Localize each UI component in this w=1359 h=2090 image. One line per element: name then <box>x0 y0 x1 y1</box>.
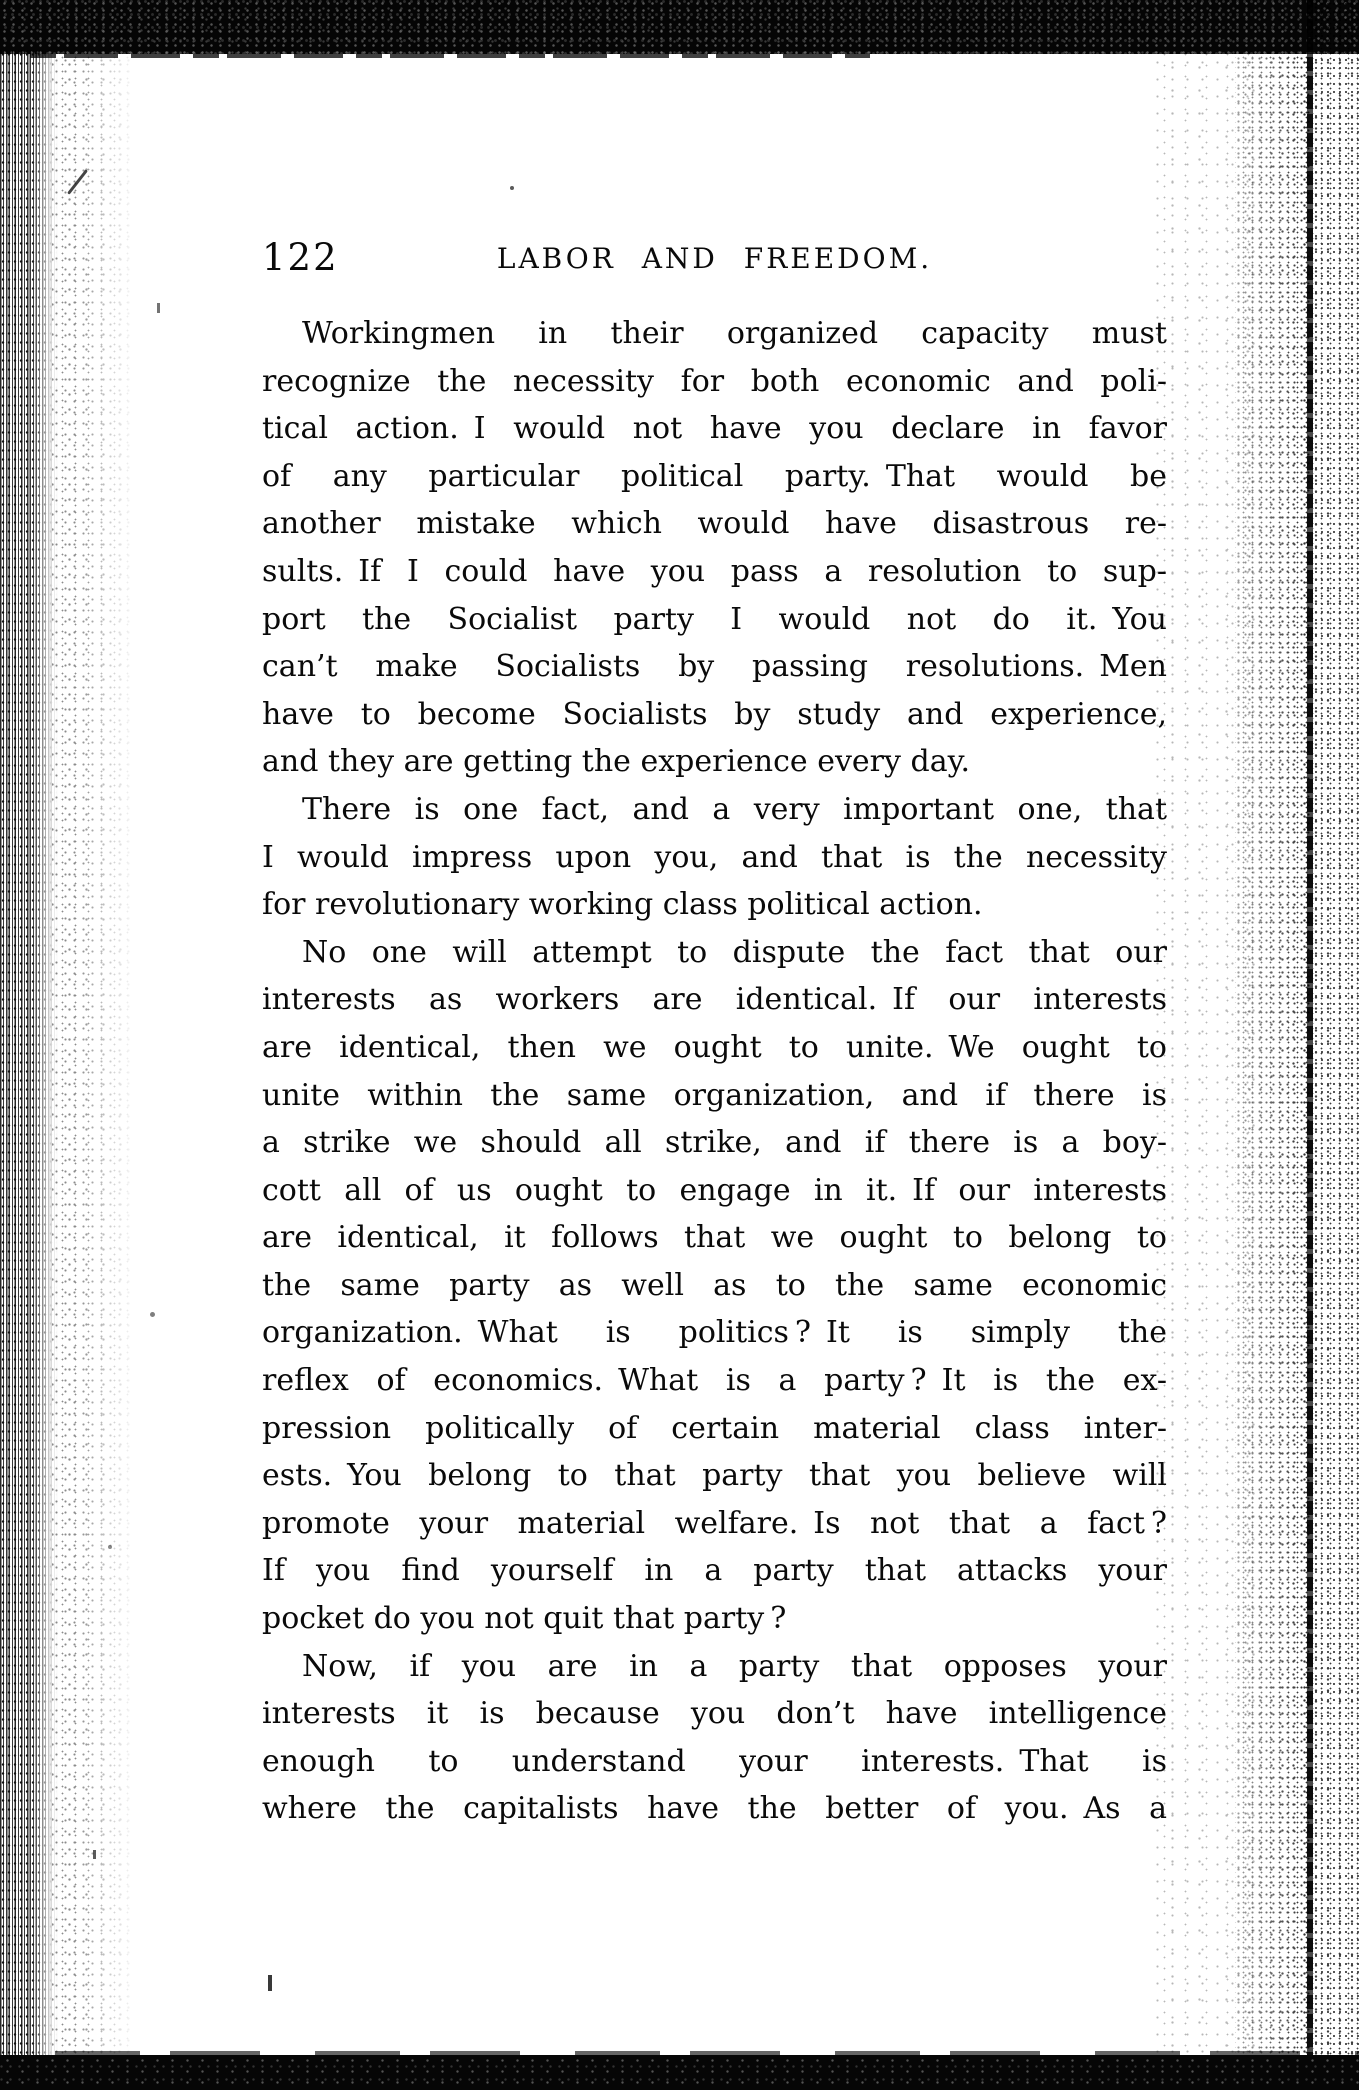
body-line: for revolutionary working class political action. <box>262 887 983 923</box>
body-line: a strike we should all strike, and if there is a boy- <box>262 1125 1167 1161</box>
scan-artifact-speck <box>157 303 160 313</box>
scan-artifact-speck <box>93 1850 96 1859</box>
body-line: where the capitalists have the better of you. As a <box>262 1791 1167 1827</box>
body-line: another mistake which would have disastrous re- <box>262 506 1167 542</box>
body-line: are identical, it follows that we ought to belong to <box>262 1220 1167 1256</box>
body-line: the same party as well as to the same economic <box>262 1267 1167 1303</box>
body-line: promote your material welfare. Is not that a fact ? <box>262 1505 1167 1541</box>
body-line: have to become Socialists by study and experience, <box>262 696 1167 732</box>
body-line: interests as workers are identical. If our interests <box>262 982 1167 1018</box>
body-line: are identical, then we ought to unite. We ought to <box>262 1029 1167 1065</box>
body-text-block <box>262 310 1167 1833</box>
body-line: tical action. I would not have you declare in favor <box>262 411 1167 447</box>
body-line: pocket do you not quit that party ? <box>262 1601 787 1637</box>
body-line: unite within the same organization, and if there is <box>262 1077 1167 1113</box>
body-line: port the Socialist party I would not do it. You <box>262 601 1167 637</box>
scan-artifact-speck <box>150 1312 155 1317</box>
scan-artifact-binding-strip <box>0 50 58 2058</box>
scan-artifact-left-speckle <box>52 55 137 2055</box>
body-line: of any particular political party. That would be <box>262 458 1167 494</box>
body-line: There is one fact, and a very important one, that <box>302 791 1167 827</box>
body-line: recognize the necessity for both economic and poli- <box>262 363 1167 399</box>
body-line: reflex of economics. What is a party ? It is the ex- <box>262 1363 1167 1399</box>
body-line: enough to understand your interests. That is <box>262 1743 1167 1779</box>
body-line: and they are getting the experience every day. <box>262 744 971 780</box>
scan-artifact-right-speckle-outer <box>1313 0 1359 2090</box>
body-line: interests it is because you don’t have intelligence <box>262 1696 1167 1732</box>
scan-artifact-top-band <box>0 0 1359 54</box>
body-line: pression politically of certain material class inter- <box>262 1410 1167 1446</box>
scan-artifact-bottom-band <box>0 2055 1359 2090</box>
page-number: 122 <box>262 236 339 279</box>
scan-artifact-right-speckle-mid <box>1235 54 1310 2055</box>
body-line: sults. If I could have you pass a resolution to sup- <box>262 553 1167 589</box>
scan-artifact-speck <box>268 1975 272 1991</box>
body-line: can’t make Socialists by passing resolutions. Men <box>262 649 1167 685</box>
body-line: No one will attempt to dispute the fact that our <box>302 934 1167 970</box>
body-line: ests. You belong to that party that you believe will <box>262 1458 1167 1494</box>
scan-artifact-speck <box>108 1545 112 1549</box>
body-line: If you find yourself in a party that attacks your <box>262 1553 1167 1589</box>
body-line: I would impress upon you, and that is the necessity <box>262 839 1167 875</box>
body-line: Now, if you are in a party that opposes your <box>302 1648 1167 1684</box>
body-line: cott all of us ought to engage in it. If our interests <box>262 1172 1167 1208</box>
scan-artifact-speck <box>510 186 514 190</box>
body-line: organization. What is politics ? It is simply the <box>262 1315 1167 1351</box>
body-line: Workingmen in their organized capacity must <box>302 316 1167 351</box>
running-title: LABOR AND FREEDOM. <box>496 242 933 275</box>
